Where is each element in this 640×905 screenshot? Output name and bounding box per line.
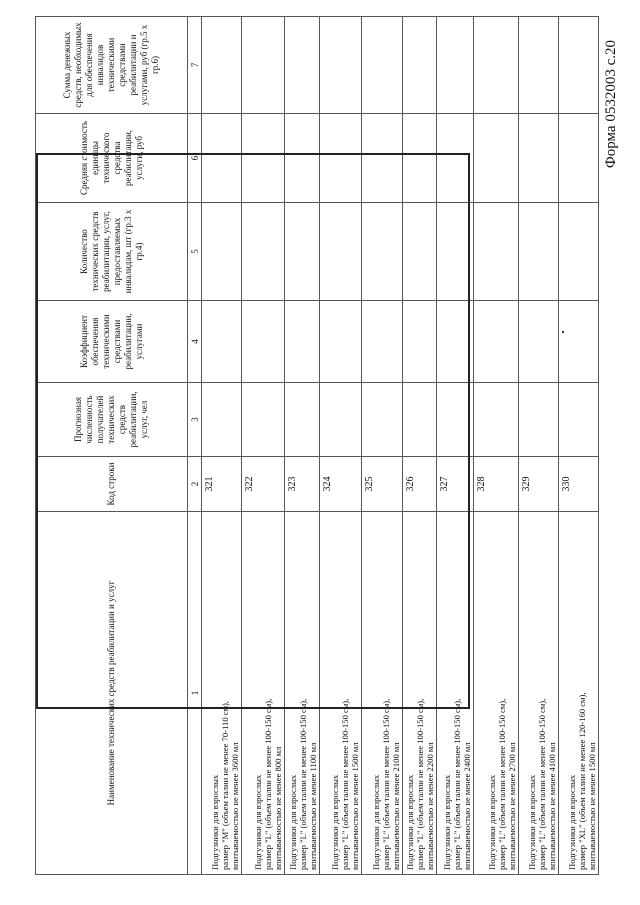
item-name-line: впитываемостью не менее 800 мл — [272, 746, 283, 870]
column-number: 2 — [188, 457, 202, 512]
coefficient-cell[interactable] — [473, 301, 518, 383]
item-name-cell — [202, 512, 242, 875]
quantity-cell[interactable] — [284, 203, 319, 301]
table-row — [319, 17, 361, 875]
item-name-line: Подгузники для взрослых — [252, 774, 263, 870]
forecast-count-cell[interactable] — [361, 383, 402, 457]
item-name-line: впитываемостью не менее 1100 мл — [307, 742, 318, 870]
coefficient-cell[interactable] — [361, 301, 402, 383]
item-name-line: размер "L" (объем талии не менее 100-150 см), — [380, 698, 391, 870]
item-name-cell — [473, 512, 518, 875]
item-name-line: Подгузники для взрослых — [370, 774, 381, 870]
quantity-cell[interactable] — [436, 203, 473, 301]
average-cost-cell[interactable] — [242, 114, 284, 203]
header-average-cost: Средняя стоимость единицы технического средства реабилитации, услуги, руб — [36, 114, 188, 203]
total-sum-cell[interactable] — [242, 17, 284, 114]
item-name-line: впитываемостью не менее 1500 мл — [349, 742, 360, 870]
quantity-cell[interactable] — [361, 203, 402, 301]
coefficient-cell[interactable] — [518, 301, 558, 383]
item-name-line: размер "L" (объем талии не менее 100-150 см), — [297, 698, 308, 870]
forecast-count-cell[interactable] — [518, 383, 558, 457]
quantity-cell[interactable] — [319, 203, 361, 301]
coefficient-cell[interactable] — [558, 301, 598, 383]
total-sum-cell[interactable] — [436, 17, 473, 114]
scan-artifact — [562, 331, 564, 333]
row-code-cell: 323 — [284, 457, 319, 512]
coefficient-cell[interactable] — [402, 301, 436, 383]
row-code-cell: 324 — [319, 457, 361, 512]
row-code-cell: 328 — [473, 457, 518, 512]
coefficient-cell[interactable] — [436, 301, 473, 383]
row-code-cell: 329 — [518, 457, 558, 512]
total-sum-cell[interactable] — [558, 17, 598, 114]
item-name-line: впитываемостью не менее 4100 мл — [546, 742, 557, 870]
row-code-cell: 325 — [361, 457, 402, 512]
form-number-label: Форма 0532003 с.20 — [603, 40, 619, 169]
average-cost-cell[interactable] — [319, 114, 361, 203]
rehabilitation-means-table — [35, 16, 599, 875]
column-number: 1 — [188, 512, 202, 875]
average-cost-cell[interactable] — [518, 114, 558, 203]
item-name-line: размер "L" (объем талии не менее 100-150 см), — [496, 698, 507, 870]
row-code-cell: 326 — [402, 457, 436, 512]
table-row — [558, 17, 598, 875]
row-code-cell: 322 — [242, 457, 284, 512]
item-name-cell — [558, 512, 598, 875]
average-cost-cell[interactable] — [361, 114, 402, 203]
column-number: 4 — [188, 301, 202, 383]
item-name-line: Подгузники для взрослых — [526, 774, 537, 870]
coefficient-cell[interactable] — [242, 301, 284, 383]
average-cost-cell[interactable] — [284, 114, 319, 203]
header-total-sum: Сумма денежных средств, необходимых для обеспечения инвалидов техническими средствами реабилитации и услугами, руб (гр.5 х гр.6) — [36, 17, 188, 114]
forecast-count-cell[interactable] — [319, 383, 361, 457]
item-name-line: размер "L" (объем талии не менее 100-150 см), — [451, 698, 462, 870]
total-sum-cell[interactable] — [518, 17, 558, 114]
average-cost-cell[interactable] — [202, 114, 242, 203]
quantity-cell[interactable] — [558, 203, 598, 301]
total-sum-cell[interactable] — [284, 17, 319, 114]
header-quantity: Количество технических средств реабилитации, услуг, предоставляемых инвалидам, шт (гр.3 х гр.4) — [36, 203, 188, 301]
column-number: 5 — [188, 203, 202, 301]
item-name-line: размер "L" (объем талии не менее 100-150 см), — [536, 698, 547, 870]
total-sum-cell[interactable] — [319, 17, 361, 114]
table-row — [518, 17, 558, 875]
forecast-count-cell[interactable] — [402, 383, 436, 457]
row-code-cell: 321 — [202, 457, 242, 512]
forecast-count-cell[interactable] — [284, 383, 319, 457]
average-cost-cell[interactable] — [558, 114, 598, 203]
total-sum-cell[interactable] — [361, 17, 402, 114]
column-number: 7 — [188, 17, 202, 114]
item-name-line: размер "L" (объем талии не менее 100-150 см), — [414, 698, 425, 870]
item-name-cell — [242, 512, 284, 875]
quantity-cell[interactable] — [473, 203, 518, 301]
forecast-count-cell[interactable] — [558, 383, 598, 457]
quantity-cell[interactable] — [242, 203, 284, 301]
table-row — [361, 17, 402, 875]
table-row — [242, 17, 284, 875]
table-row — [202, 17, 242, 875]
item-name-line: Подгузники для взрослых — [210, 774, 221, 870]
quantity-cell[interactable] — [202, 203, 242, 301]
header-row — [36, 17, 188, 875]
coefficient-cell[interactable] — [202, 301, 242, 383]
average-cost-cell[interactable] — [473, 114, 518, 203]
header-row-code: Код строки — [36, 457, 188, 512]
table-row — [473, 17, 518, 875]
item-name-cell — [402, 512, 436, 875]
forecast-count-cell[interactable] — [202, 383, 242, 457]
total-sum-cell[interactable] — [473, 17, 518, 114]
item-name-line: Подгузники для взрослых — [441, 774, 452, 870]
quantity-cell[interactable] — [518, 203, 558, 301]
total-sum-cell[interactable] — [202, 17, 242, 114]
item-name-line: размер "L" (объем талии не менее 100-150 см), — [339, 698, 350, 870]
row-code-cell: 327 — [436, 457, 473, 512]
table-row — [284, 17, 319, 875]
item-name-line: Подгузники для взрослых — [567, 774, 577, 870]
column-number: 3 — [188, 383, 202, 457]
column-number-row — [188, 17, 202, 875]
item-name-line: впитываемостью не менее 2400 мл — [461, 742, 472, 870]
total-sum-cell[interactable] — [402, 17, 436, 114]
item-name-line: впитываемостью не менее 1500 мл — [587, 742, 597, 870]
item-name-line: Подгузники для взрослых — [287, 774, 298, 870]
average-cost-cell[interactable] — [402, 114, 436, 203]
item-name-line: размер "XL" (объем талии не менее 120-160 см), — [577, 692, 587, 870]
item-name-line: впитываемостью не менее 3600 мл — [230, 742, 241, 870]
item-name-cell — [284, 512, 319, 875]
table-row — [436, 17, 473, 875]
item-name-line: впитываемостью не менее 2700 мл — [506, 742, 517, 870]
quantity-cell[interactable] — [402, 203, 436, 301]
coefficient-cell[interactable] — [284, 301, 319, 383]
item-name-cell — [518, 512, 558, 875]
column-number: 6 — [188, 114, 202, 203]
header-coefficient: Коэффициент обеспечения техническими средствами реабилитации, услугами — [36, 301, 188, 383]
item-name-line: Подгузники для взрослых — [329, 774, 340, 870]
item-name-cell — [361, 512, 402, 875]
item-name-line: впитываемостью не менее 2100 мл — [390, 742, 401, 870]
table-row — [402, 17, 436, 875]
header-name: Наименование технических средств реабилитации и услуг — [36, 512, 188, 875]
item-name-cell — [319, 512, 361, 875]
item-name-line: размер "M" (объем талии не менее 70-110 см), — [220, 700, 231, 870]
header-forecast-count: Прогнозная численность получателей технических средств реабилитации, услуг, чел — [36, 383, 188, 457]
forecast-count-cell[interactable] — [242, 383, 284, 457]
coefficient-cell[interactable] — [319, 301, 361, 383]
item-name-line: впитываемостью не менее 2200 мл — [424, 742, 435, 870]
item-name-line: Подгузники для взрослых — [486, 774, 497, 870]
item-name-line: размер "L" (объем талии не менее 100-150 см), — [262, 698, 273, 870]
forecast-count-cell[interactable] — [436, 383, 473, 457]
average-cost-cell[interactable] — [436, 114, 473, 203]
item-name-cell — [436, 512, 473, 875]
row-code-cell: 330 — [558, 457, 598, 512]
forecast-count-cell[interactable] — [473, 383, 518, 457]
item-name-line: Подгузники для взрослых — [404, 774, 415, 870]
